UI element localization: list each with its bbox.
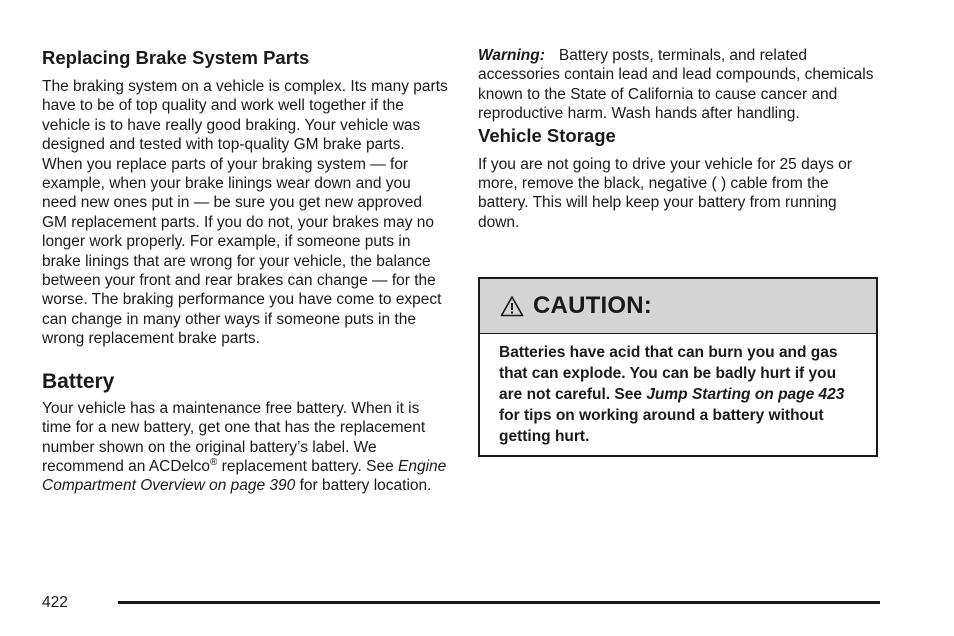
caution-body — [480, 334, 876, 447]
warning-paragraph — [478, 46, 880, 124]
vehicle-storage-heading: Vehicle Storage — [478, 124, 616, 146]
battery-text-1: Your vehicle has a maintenance free battery. When it is time for a new battery, get one that has the replacement number shown on the original battery’s label. We recommend an ACDelco — [42, 399, 426, 475]
battery-paragraph — [42, 399, 448, 496]
engine-compartment-xref: Engine Compartment Overview on page 390 — [42, 457, 447, 495]
page-number: 422 — [42, 594, 68, 611]
battery-text-3: for battery location. — [295, 477, 432, 495]
jump-starting-xref: Jump Starting on page 423 — [646, 386, 845, 403]
footer-rule — [118, 601, 880, 604]
warning-label: Warning: — [478, 47, 545, 64]
caution-text-2: for tips on working around a battery without getting hurt. — [499, 407, 824, 445]
battery-heading: Battery — [42, 369, 115, 393]
right-column — [478, 46, 880, 232]
caution-box — [478, 277, 878, 457]
battery-text-2: replacement battery. See — [217, 457, 399, 475]
caution-header — [480, 279, 876, 334]
brake-parts-paragraph: The braking system on a vehicle is complex. Its many parts have to be of top quality and work well together if the vehicle is to have really good braking. Your vehicle was designed and tested with top-quality GM brake parts. When you replace parts of your braking system — for example, when your brake linings wear down and you need new ones put in — be sure you get new approved GM replacement parts. If you do not, your brakes may no longer work properly. For example, if someone puts in brake linings that are wrong for your vehicle, the balance between your front and rear brakes can change — for the worse. The braking performance you have come to expect can change in many other ways if someone puts in the wrong replacement brake parts. — [42, 78, 448, 348]
caution-text-1: Batteries have acid that can burn you and gas that can explode. You can be badly hurt if you are not careful. See — [499, 344, 838, 403]
vehicle-storage-paragraph: If you are not going to drive your vehicle for 25 days or more, remove the black, negative ( ) cable from the battery. This will help keep your battery from running down. — [478, 155, 852, 231]
registered-mark: ® — [210, 456, 218, 468]
caution-title: CAUTION: — [533, 292, 652, 319]
warning-triangle-icon — [500, 295, 524, 317]
left-column — [42, 46, 448, 496]
warning-text: Battery posts, terminals, and related accessories contain lead and lead compounds, chemicals known to the State of California to cause cancer and reproductive harm. Wash hands after handling. — [478, 47, 874, 123]
brake-parts-heading: Replacing Brake System Parts — [42, 47, 310, 68]
